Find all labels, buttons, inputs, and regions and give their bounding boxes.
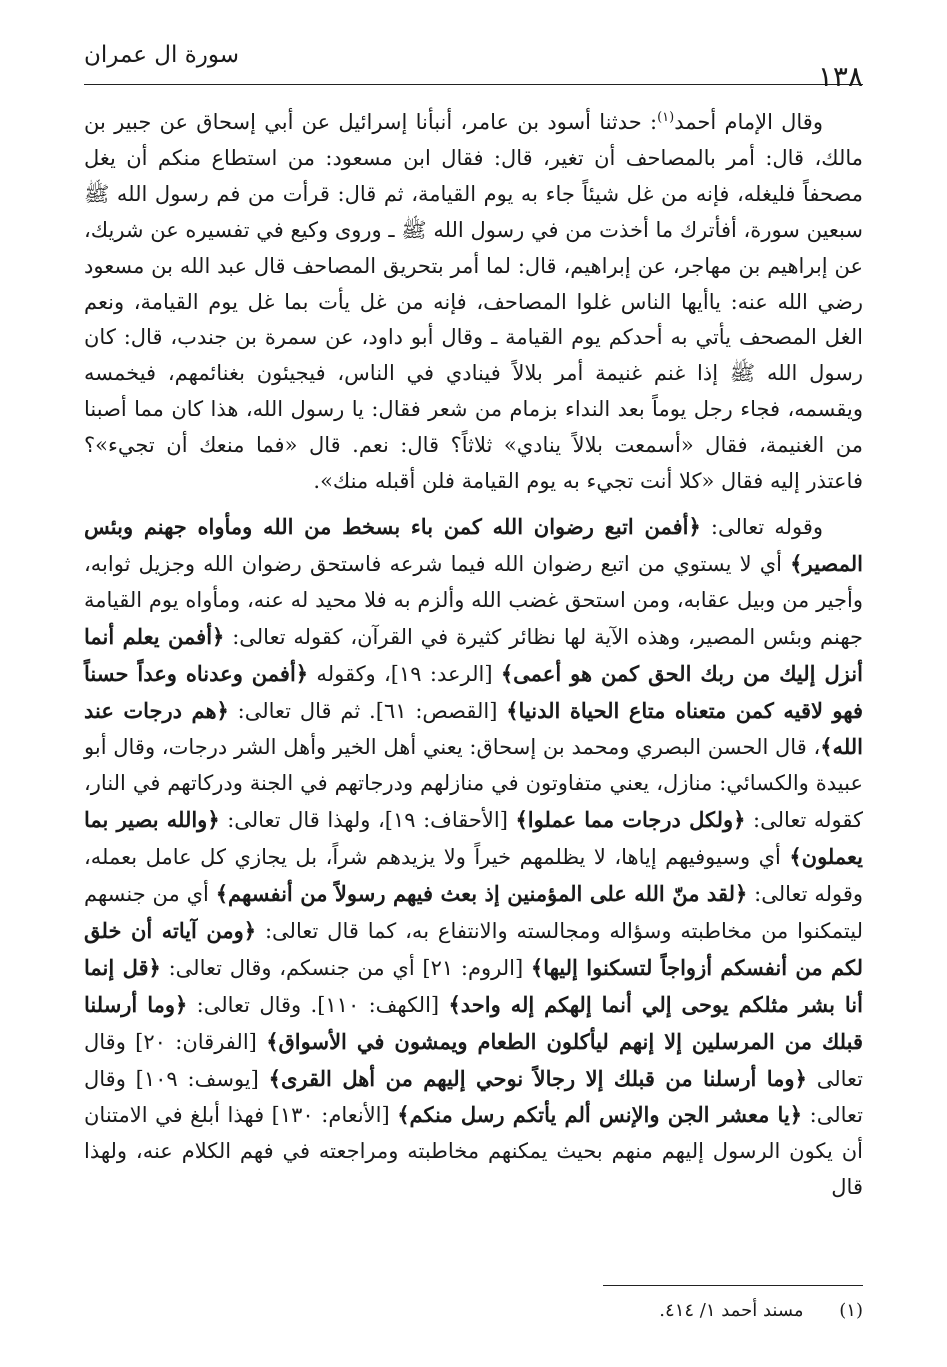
paragraph-intro: وقال الإمام أحمد	[674, 110, 823, 134]
quran-verse: ﴿أفمن يعلم أنما أنزل إليك من ربك الحق كمن هو أعمى﴾	[84, 623, 863, 686]
footnote	[84, 1300, 863, 1321]
text-run: [الأنعام: ١٣٠] فهذا أبلغ في الامتنان أن يكون الرسول إليهم منهم بحيث يمكنهم مخاطبته ومراجعته في فهم الكلام عنه، ولهذا قال	[84, 1103, 863, 1200]
page-number: ١٣٨	[817, 60, 863, 93]
text-run: [الأحقاف: ١٩]، ولهذا قال تعالى:	[219, 808, 516, 833]
page-header	[84, 38, 863, 93]
text-run: [الروم: ٢١] أي من جنسكم، وقال تعالى:	[160, 955, 531, 980]
header-divider	[84, 84, 863, 85]
paragraph-text: : حدثنا أسود بن عامر، أنبأنا إسرائيل عن أبي إسحاق عن جبير بن مالك، قال: أمر بالمصاحف أن تغير، قال: فقال ابن مسعود: من استطاع منكم أن يغل مصحفاً فليغله، فإنه من غل شيئاً جاء به يوم القيامة، ثم قال: قرأت من فم رسول الله ﷺ سبعين سورة، أفأترك ما أخذت من في رسول الله ﷺ ـ وروى وكيع في تفسيره عن شريك، عن إبراهيم بن مهاجر، عن إبراهيم، قال: لما أمر بتحريق المصاحف قال عبد الله بن مسعود رضي الله عنه: ياأيها الناس غلوا المصاحف، فإنه من غل يأت بما غل يوم القيامة، ونعم الغل المصحف يأتي به أحدكم يوم القيامة ـ وقال أبو داود، عن سمرة بن جندب، قال: كان رسول الله ﷺ إذا غنم غنيمة أمر بلالاً فينادي في الناس، فيجيئون بغنائمهم، فيخمسه ويقسمه، فجاء رجل يوماً بعد النداء بزمام من شعر فقال: يا رسول الله، هذا كان مما أصبنا من الغنيمة، فقال «أسمعت بلالاً ينادي» ثلاثاً؟ قال: نعم. قال «فما منعك أن تجيء»؟ فاعتذر إليه فقال «كلا أنت تجيء به يوم القيامة فلن أقبله منك».	[84, 110, 863, 494]
quran-verse: ﴿يا معشر الجن والإنس ألم يأتكم رسل منكم﴾	[397, 1102, 803, 1128]
text-run: [الكهف: ١١٠]. وقال تعالى:	[187, 992, 449, 1017]
text-run: وقوله تعالى:	[700, 514, 824, 539]
text-run: [الفرقان: ٢٠] وقال تعالى	[84, 1029, 863, 1091]
paragraph-hadith	[84, 105, 863, 500]
quran-verse: ﴿لقد منّ الله على المؤمنين إذ بعث فيهم رسولاً من أنفسهم﴾	[215, 881, 748, 907]
quran-verse: ﴿ومن آياته أن خلق لكم من أنفسكم أزواجاً لتسكنوا إليها﴾	[84, 917, 864, 980]
surah-title: سورة ال عمران	[84, 42, 240, 68]
text-run: [يوسف: ١٠٩] وقال تعالى:	[84, 1066, 863, 1128]
footnote-marker: (١)	[839, 1300, 863, 1321]
footnote-text: مسند أحمد ١/ ٤١٤.	[659, 1300, 804, 1321]
quran-verse: ﴿والله بصير بما يعملون﴾	[84, 807, 863, 870]
quran-verse: ﴿ولكل درجات مما عملوا﴾	[515, 807, 746, 833]
text-run: [القصص: ٦١]. ثم قال تعالى:	[228, 698, 507, 723]
paragraph-tafsir	[84, 509, 863, 1206]
quran-verse: ﴿وما أرسلنا من قبلك إلا رجالاً نوحي إليهم من أهل القرى﴾	[268, 1065, 807, 1091]
text-run: أي من جنسهم ليتمكنوا من مخاطبته وسؤاله ومجالسته والانتفاع به، كما قال تعالى:	[84, 882, 864, 943]
main-text	[84, 105, 863, 1206]
footnote-divider	[603, 1285, 863, 1286]
footnote-reference[interactable]: (١)	[657, 110, 675, 125]
text-run: أي وسيوفيهم إياها، لا يظلمهم خيراً ولا يزيدهم شراً، بل يجازي كل عامل بعمله، وقوله تعالى:	[84, 845, 863, 907]
quran-verse: ﴿أفمن وعدناه وعداً حسناً فهو لاقيه كمن متعناه متاع الحياة الدنيا﴾	[84, 660, 864, 723]
book-page	[84, 0, 863, 1367]
quran-verse: ﴿هم درجات عند الله﴾	[84, 697, 863, 760]
quran-verse: ﴿قل إنما أنا بشر مثلكم يوحى إلي أنما إلهكم إله واحد﴾	[84, 954, 863, 1017]
quran-verse: ﴿أفمن اتبع رضوان الله كمن باء بسخط من الله ومأواه جهنم وبئس المصير﴾	[84, 513, 863, 576]
text-run: [الرعد: ١٩]، وكقوله	[308, 661, 501, 686]
text-run: ، قال الحسن البصري ومحمد بن إسحاق: يعني أهل الخير وأهل الشر درجات، وقال أبو عبيدة والكسائي: منازل، يعني متفاوتون في منازلهم ودرجاتهم في الجنة ودركاتهم في النار، كقوله تعالى:	[84, 735, 864, 833]
text-run: أي لا يستوي من اتبع رضوان الله فيما شرعه فاستحق رضوان الله وجزيل ثوابه، وأجير من وبيل عقابه، ومن استحق غضب الله وألزم به فلا محيد له عنه، ومأواه يوم القيامة جهنم وبئس المصير، وهذه الآية لها نظائر كثيرة في القرآن، كقوله تعالى:	[84, 551, 863, 649]
quran-verse: ﴿وما أرسلنا قبلك من المرسلين إلا إنهم ليأكلون الطعام ويمشون في الأسواق﴾	[84, 991, 863, 1054]
